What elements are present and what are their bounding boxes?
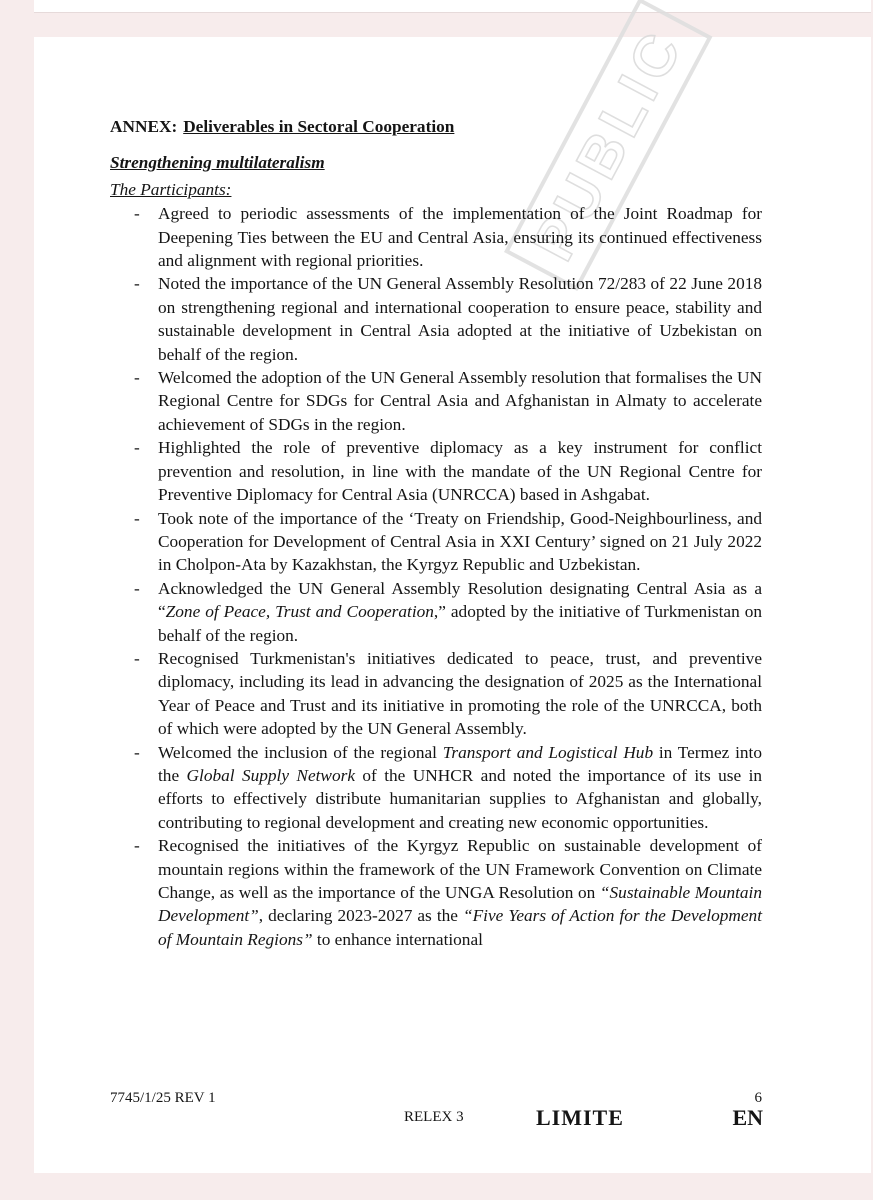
bullet-dash: - [134, 204, 140, 224]
bullet-dash: - [134, 836, 140, 856]
classification-marking: LIMITE [536, 1105, 624, 1130]
bullet-dash: - [134, 438, 140, 458]
item-text: , declaring 2023-2027 as the [258, 906, 463, 926]
document-page [34, 17, 871, 1173]
list-item [110, 741, 762, 835]
page-content [110, 115, 762, 951]
annex-title: Deliverables in Sectoral Cooperation [183, 117, 455, 136]
italic-text: Zone of Peace, Trust and Cooperation [165, 602, 434, 622]
participants-intro: The Participants: [110, 179, 232, 199]
item-text: Recognised the initiatives of the Kyrgyz Republic on sustainable development of mountain regions within the framework of the UN Framework Convention on Climate Change, as well as the importance of the UNGA Resolution on [158, 836, 762, 902]
item-text: Welcomed the inclusion of the regional [158, 742, 443, 762]
annex-label: ANNEX: [110, 117, 178, 136]
list-item [110, 366, 762, 436]
bullet-dash: - [134, 274, 140, 294]
list-item [110, 202, 762, 272]
previous-page-edge [34, 0, 871, 13]
list-item [110, 507, 762, 577]
list-item [110, 834, 762, 951]
list-item [110, 272, 762, 366]
page-number: 6 [754, 1090, 762, 1106]
item-text: to enhance international [312, 929, 483, 949]
list-item [110, 647, 762, 741]
language-code: EN [732, 1105, 763, 1130]
item-text: Recognised Turkmenistan's initiatives dedicated to peace, trust, and preventive diplomacy, including its lead in advancing the designation of 2025 as the International Year of Peace and Trust and its initiative in promoting the role of the UNRCCA, both of which were adopted by the UN General Assembly. [158, 648, 762, 739]
bullet-dash: - [134, 648, 140, 668]
document-reference: 7745/1/25 REV 1 [110, 1090, 216, 1106]
item-text: ,” adopted by the initiative of Turkmenistan on behalf of the region. [158, 602, 762, 645]
item-text: of the UNHCR and noted the importance of its use in efforts to effectively distribute humanitarian supplies to Afghanistan and globally, contributing to regional development and creating new economic opportunities. [158, 765, 763, 832]
italic-text: Global Supply Network [186, 765, 355, 785]
item-text: Acknowledged the UN General Assembly Resolution designating Central Asia as a “ [158, 578, 762, 622]
item-text: Noted the importance of the UN General Assembly Resolution 72/283 of 22 June 2018 on strengthening regional and international cooperation to ensure peace, stability and sustainable development in Central Asia adopted at the initiative of Uzbekistan on behalf of the region. [158, 274, 762, 364]
bullet-dash: - [134, 742, 140, 762]
bullet-dash: - [134, 508, 140, 528]
list-item [110, 577, 762, 647]
item-text: Agreed to periodic assessments of the implementation of the Joint Roadmap for Deepening Ties between the EU and Central Asia, ensuring its continued effectiveness and alignment with regional priorities. [158, 204, 762, 271]
italic-text: “Sustainable Mountain Development” [158, 883, 762, 926]
public-watermark-stamp: PUBLIC [504, 0, 712, 291]
item-text: Highlighted the role of preventive diplomacy as a key instrument for conflict prevention and resolution, in line with the mandate of the UN Regional Centre for Preventive Diplomacy for Central Asia (UNRCCA) based in Ashgabat. [158, 438, 762, 505]
deliverables-list [110, 202, 762, 951]
item-text: Took note of the importance of the ‘Treaty on Friendship, Good-Neighbourliness, and Cooperation for Development of Central Asia in XXI Century’ signed on 21 July 2022 in Cholpon-Ata by Kazakhstan, the Kyrgyz Republic and Uzbekistan. [158, 508, 762, 575]
item-text: in Termez into the [158, 742, 762, 785]
italic-text: Transport and Logistical Hub [442, 742, 654, 762]
list-item [110, 436, 762, 506]
bullet-dash: - [134, 368, 140, 388]
item-text: Welcomed the adoption of the UN General Assembly resolution that formalises the UN Regional Centre for SDGs for Central Asia and Afghanistan in Almaty to accelerate achievement of SDGs in the region. [158, 368, 762, 434]
annex-heading [110, 115, 762, 138]
directorate-code: RELEX 3 [404, 1109, 464, 1125]
italic-text: “Five Years of Action for the Development of Mountain Regions” [158, 906, 762, 949]
section-title: Strengthening multilateralism [110, 153, 325, 173]
bullet-dash: - [134, 578, 140, 598]
